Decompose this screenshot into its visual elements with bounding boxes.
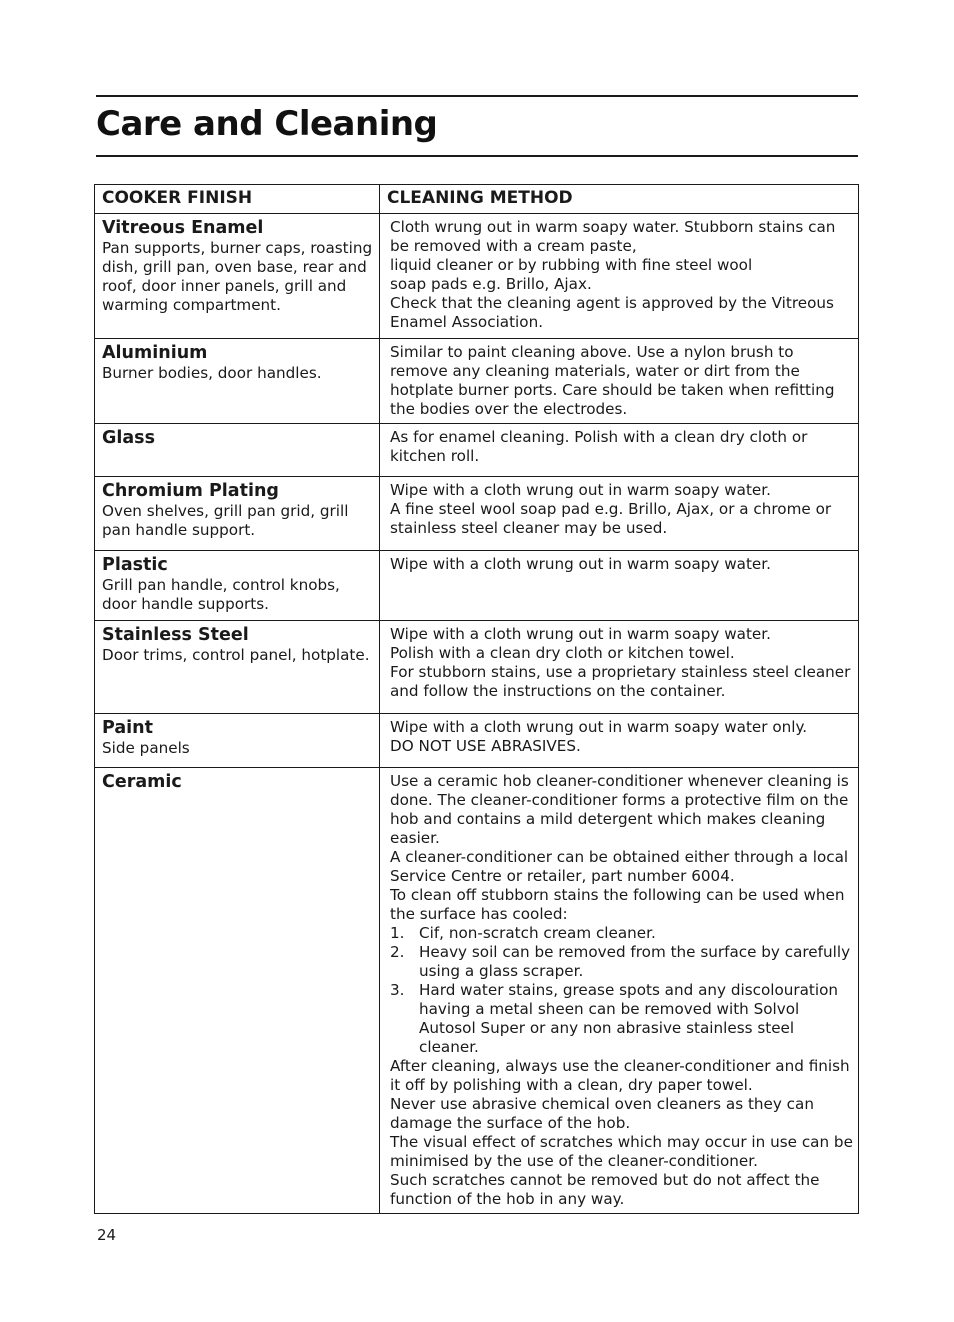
method-text: Wipe with a cloth wrung out in warm soapy water. — [390, 555, 771, 573]
finish-description: Grill pan handle, control knobs, door handle supports. — [102, 576, 340, 613]
method-text: Wipe with a cloth wrung out in warm soapy water only. DO NOT USE ABRASIVES. — [390, 718, 808, 755]
table-row — [95, 214, 859, 339]
method-cell — [380, 768, 859, 1214]
table-row — [95, 551, 859, 621]
finish-cell — [95, 621, 380, 714]
finish-name: Chromium Plating — [102, 481, 279, 501]
ceramic-steps-list — [390, 924, 856, 1057]
finish-description: Door trims, control panel, hotplate. — [102, 646, 370, 664]
list-item — [390, 981, 856, 1057]
column-header-cooker-finish: COOKER FINISH — [95, 185, 380, 214]
list-item-number: 2. — [390, 943, 405, 961]
title-bottom-rule — [96, 155, 858, 157]
method-text: Wipe with a cloth wrung out in warm soapy water. Polish with a clean dry cloth or kitchen towel. For stubborn stains, use a proprietary stainless steel cleaner and follow the instructions on the container. — [390, 625, 851, 700]
table-row — [95, 339, 859, 424]
method-text: Similar to paint cleaning above. Use a nylon brush to remove any cleaning materials, water or dirt from the hotplate burner ports. Care should be taken when refitting the bodies over the electrodes. — [390, 343, 835, 418]
ceramic-outro-text: After cleaning, always use the cleaner-conditioner and finish it off by polishing with a clean, dry paper towel. Never use abrasive chemical oven cleaners as they can damage the surface of the hob. The visual effect of scratches which may occur in use can be minimised by the use of the cleaner-conditioner. Such scratches cannot be removed but do not affect the function of the hob in any way. — [390, 1057, 853, 1208]
finish-cell — [95, 424, 380, 477]
finish-name: Stainless Steel — [102, 625, 249, 645]
method-cell — [380, 477, 859, 551]
finish-name: Aluminium — [102, 343, 208, 363]
finish-cell — [95, 551, 380, 621]
finish-name: Vitreous Enamel — [102, 218, 264, 238]
method-text: As for enamel cleaning. Polish with a clean dry cloth or kitchen roll. — [390, 428, 808, 465]
table-row — [95, 714, 859, 768]
title-top-rule — [96, 95, 858, 97]
finish-name: Paint — [102, 718, 153, 738]
column-header-cleaning-method: CLEANING METHOD — [380, 185, 859, 214]
method-cell — [380, 714, 859, 768]
method-cell — [380, 214, 859, 339]
finish-name: Plastic — [102, 555, 168, 575]
list-item-text: Cif, non-scratch cream cleaner. — [419, 924, 656, 942]
care-cleaning-table — [94, 184, 859, 1214]
finish-name: Ceramic — [102, 772, 182, 792]
table-row — [95, 424, 859, 477]
finish-cell — [95, 214, 380, 339]
page-title: Care and Cleaning — [96, 104, 438, 144]
method-cell — [380, 551, 859, 621]
finish-cell — [95, 768, 380, 1214]
method-cell — [380, 339, 859, 424]
list-item-text: Hard water stains, grease spots and any discolouration having a metal sheen can be removed with Solvol Autosol Super or any non abrasive stainless steel cleaner. — [419, 981, 839, 1056]
method-text: Cloth wrung out in warm soapy water. Stubborn stains can be removed with a cream paste, liquid cleaner or by rubbing with fine steel wool soap pads e.g. Brillo, Ajax. Check that the cleaning agent is approved by the Vitreous Enamel Association. — [390, 218, 836, 331]
finish-cell — [95, 339, 380, 424]
table-header-row — [95, 185, 859, 214]
list-item — [390, 943, 856, 981]
list-item-number: 3. — [390, 981, 405, 999]
table-row — [95, 477, 859, 551]
finish-description: Burner bodies, door handles. — [102, 364, 322, 382]
ceramic-intro-text: Use a ceramic hob cleaner-conditioner whenever cleaning is done. The cleaner-conditioner forms a protective film on the hob and contains a mild detergent which makes cleaning easier. A cleaner-conditioner can be obtained either through a local Service Centre or retailer, part number 6004. To clean off stubborn stains the following can be used when the surface has cooled: — [390, 772, 849, 923]
finish-cell — [95, 714, 380, 768]
finish-description: Side panels — [102, 739, 190, 757]
table-row — [95, 621, 859, 714]
finish-cell — [95, 477, 380, 551]
list-item — [390, 924, 856, 943]
finish-description: Pan supports, burner caps, roasting dish, grill pan, oven base, rear and roof, door inner panels, grill and warming compartment. — [102, 239, 373, 314]
finish-name: Glass — [102, 428, 156, 448]
list-item-text: Heavy soil can be removed from the surface by carefully using a glass scraper. — [419, 943, 851, 980]
method-text: Wipe with a cloth wrung out in warm soapy water. A fine steel wool soap pad e.g. Brillo, Ajax, or a chrome or stainless steel cleaner may be used. — [390, 481, 832, 537]
method-cell — [380, 424, 859, 477]
method-cell — [380, 621, 859, 714]
finish-description: Oven shelves, grill pan grid, grill pan handle support. — [102, 502, 349, 539]
page-number: 24 — [97, 1226, 117, 1244]
list-item-number: 1. — [390, 924, 405, 942]
table-row-ceramic — [95, 768, 859, 1214]
